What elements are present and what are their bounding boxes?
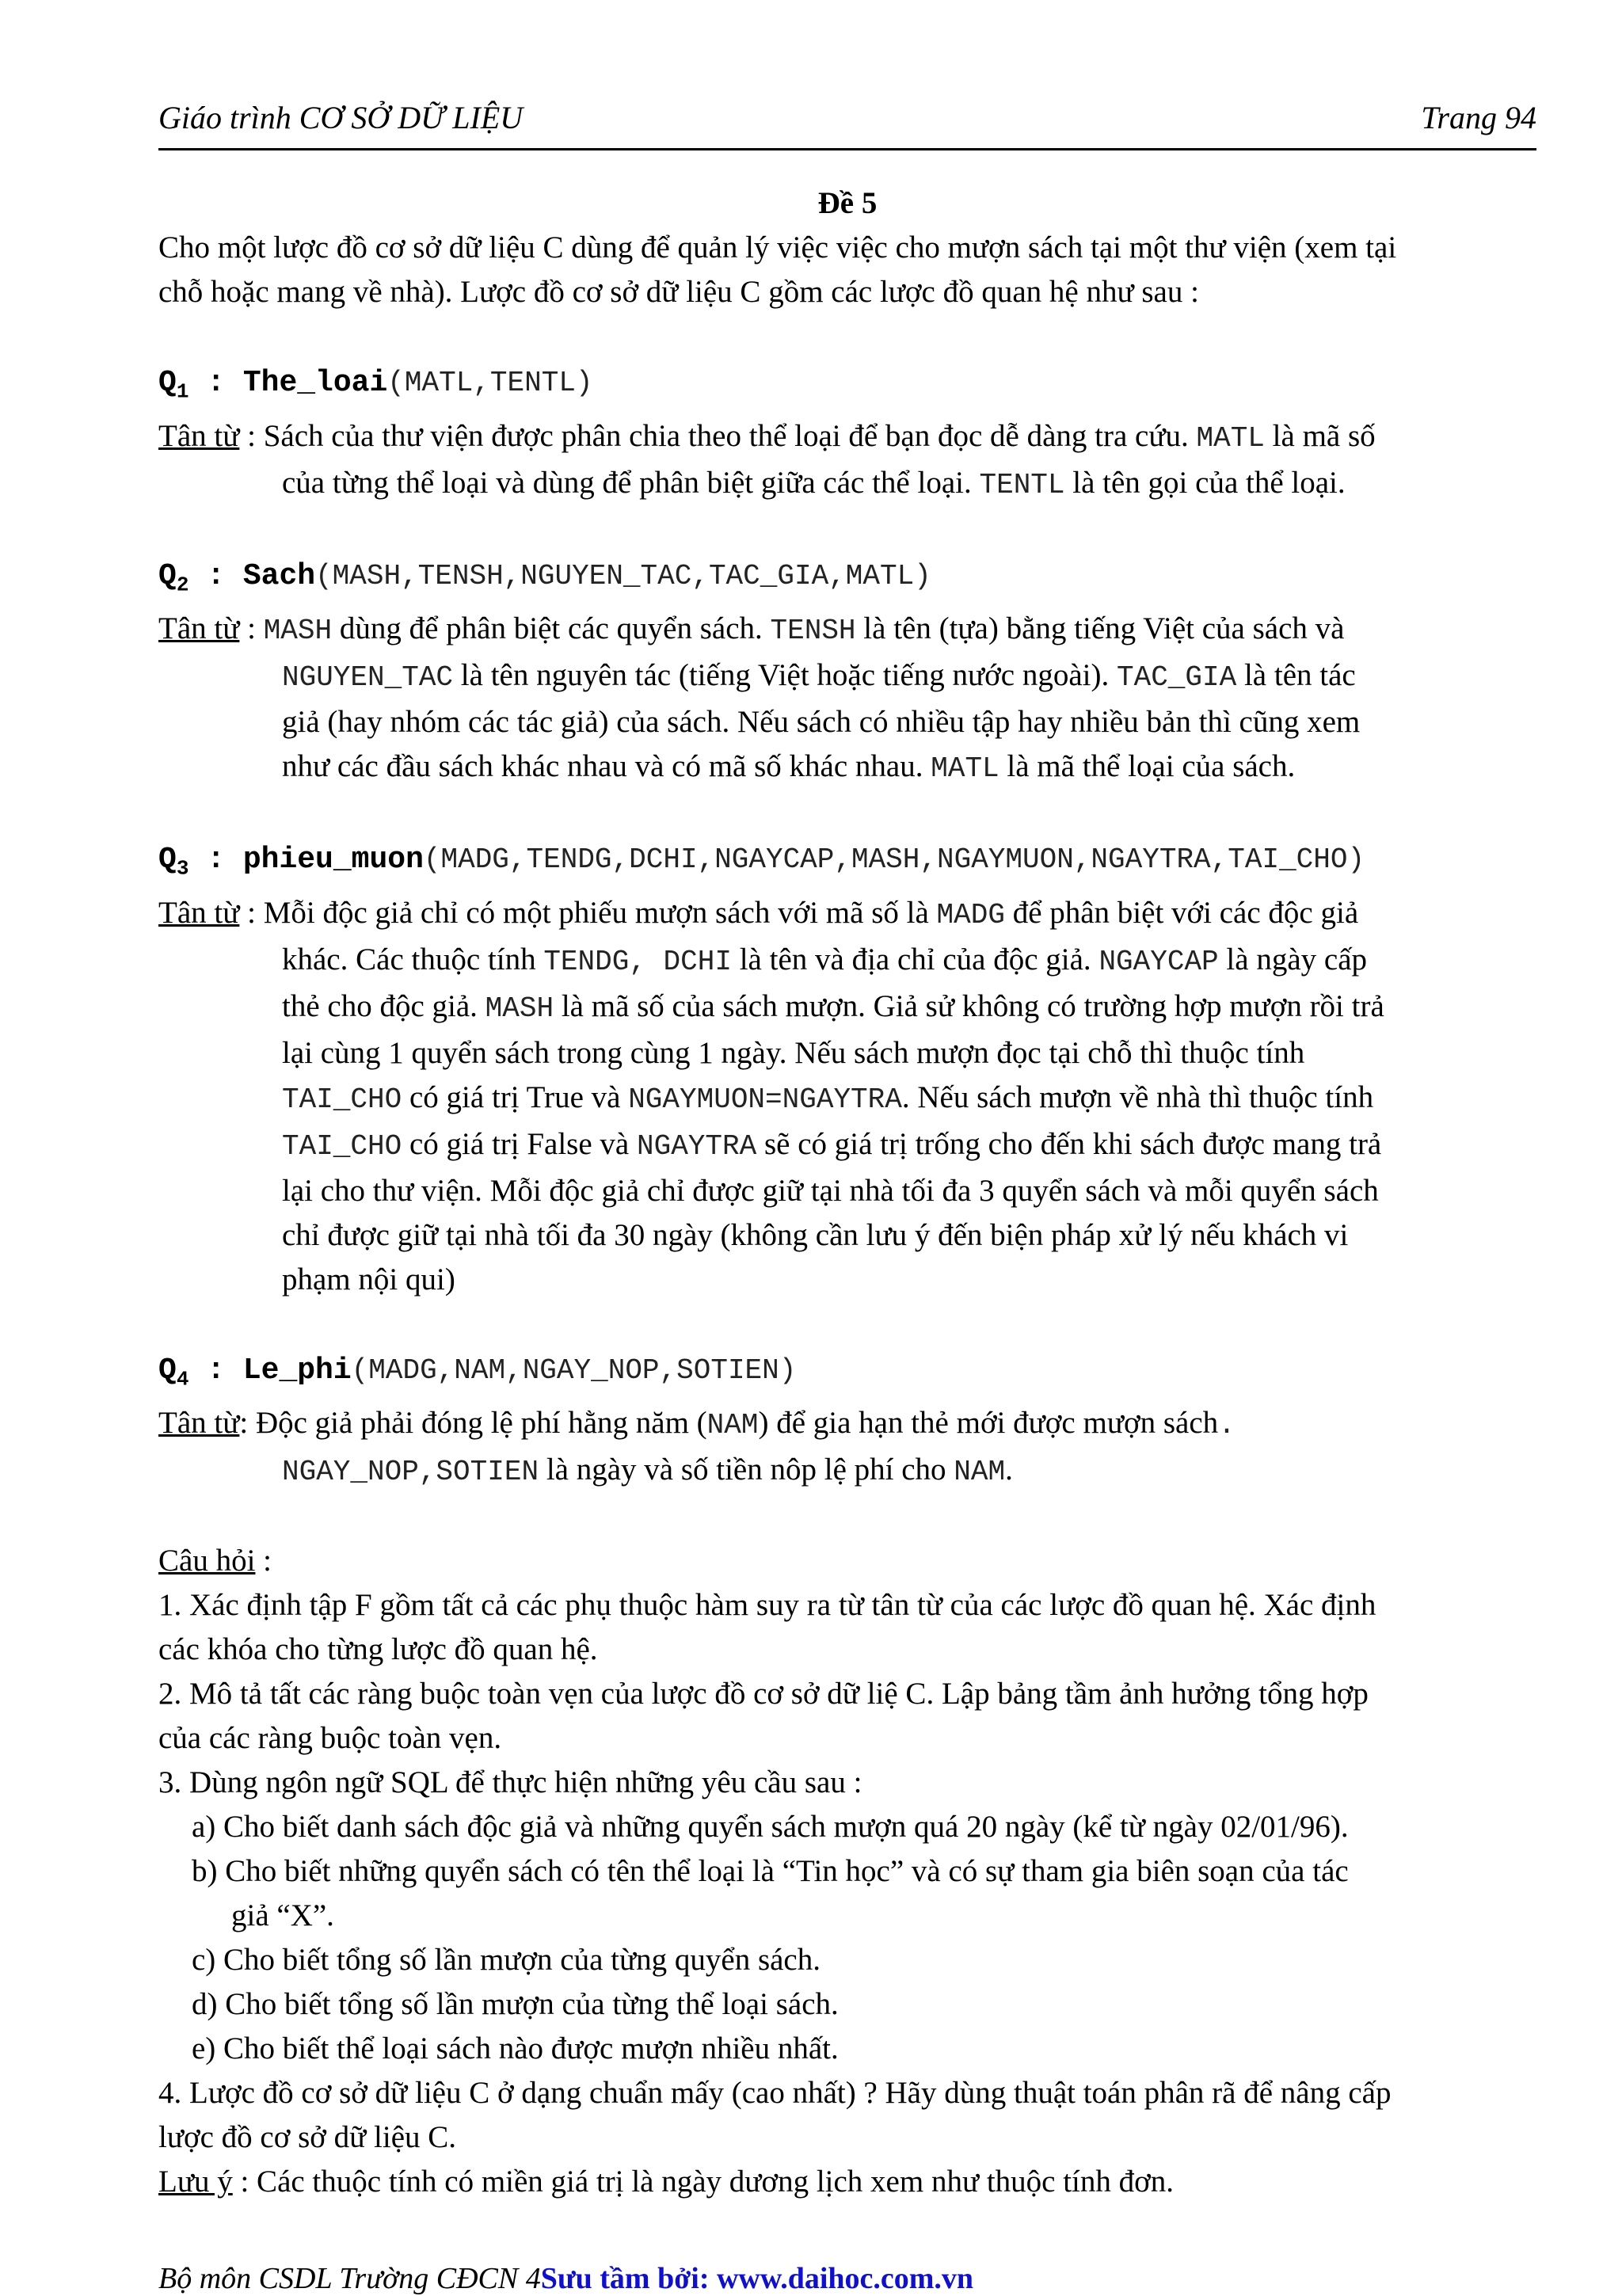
q3-desc-line-7: lại cho thư viện. Mỗi độc giả chỉ được giữ tại nhà tối đa 3 quyển sách và mỗi quyển sách: [282, 1173, 1379, 1208]
q4-desc-line-1: Tân từ: Độc giả phải đóng lệ phí hằng năm (NAM) để gia hạn thẻ mới được mượn sách.: [158, 1406, 1236, 1442]
q3-desc-line-2: khác. Các thuộc tính TENDG, DCHI là tên và địa chỉ của độc giả. NGAYCAP là ngày cấp: [282, 942, 1367, 978]
q3-attrs: (MADG,TENDG,DCHI,NGAYCAP,MASH,NGAYMUON,NGAYTRA,TAI_CHO): [423, 843, 1365, 877]
q2-heading: [158, 552, 1536, 607]
question-4-line-1: 4. Lược đồ cơ sở dữ liệu C ở dạng chuẩn mấy (cao nhất) ? Hãy dùng thuật toán phân rã để nâng cấp: [158, 2076, 1392, 2111]
q3-desc-line-3: thẻ cho độc giả. MASH là mã số của sách mượn. Giả sử không có trường hợp mượn rồi trả: [282, 988, 1384, 1025]
q3-desc-line-1: Tân từ : Mỗi độc giả chỉ có một phiếu mượn sách với mã số là MADG để phân biệt với các độc giả: [158, 895, 1359, 931]
q3-desc-line-4: lại cùng 1 quyển sách trong cùng 1 ngày. Nếu sách mượn đọc tại chỗ thì thuộc tính: [282, 1035, 1305, 1070]
q3-heading: [158, 836, 1536, 891]
question-1-line-2: các khóa cho từng lược đồ quan hệ.: [158, 1632, 598, 1667]
question-3b-line-2: giả “X”.: [231, 1898, 334, 1933]
q1-desc-line-2: của từng thể loại và dùng để phân biệt giữa các thể loại. TENTL là tên gọi của thể loại.: [282, 465, 1346, 501]
q4-label: $Q_4$ :: [158, 1353, 243, 1392]
note-label: Lưu ý: [158, 2165, 233, 2199]
q3-desc-line-6: TAI_CHO có giá trị False và NGAYTRA sẽ có giá trị trống cho đến khi sách được mang trả: [282, 1126, 1382, 1163]
question-4-line-2: lược đồ cơ sở dữ liệu C.: [158, 2120, 457, 2155]
q3-desc-line-8: chỉ được giữ tại nhà tối đa 30 ngày (không cần lưu ý đến biện pháp xử lý nếu khách vi: [282, 1217, 1349, 1252]
q3-desc-line-9: phạm nội qui): [282, 1262, 455, 1296]
document-page: [158, 99, 1536, 2204]
q1-label: $Q_1$ :: [158, 366, 243, 404]
document-body: [158, 181, 1536, 2204]
question-3a: a) Cho biết danh sách độc giả và những quyển sách mượn quá 20 ngày (kể từ ngày 02/01/96).: [192, 1810, 1349, 1845]
question-2-line-1: 2. Mô tả tất các ràng buộc toàn vẹn của lược đồ cơ sở dữ liệ C. Lập bảng tầm ảnh hưởng tổng hợp: [158, 1677, 1369, 1712]
q1-desc-line-1: Tân từ : Sách của thư viện được phân chia theo thể loại để bạn đọc dễ dàng tra cứu. MATL là mã số: [158, 418, 1376, 455]
intro-line-2: chỗ hoặc mang về nhà). Lược đồ cơ sở dữ liệu C gồm các lược đồ quan hệ như sau :: [158, 275, 1199, 309]
q2-tan-tu-label: Tân từ: [158, 611, 240, 646]
question-3d: d) Cho biết tổng số lần mượn của từng thể loại sách.: [192, 1987, 839, 2022]
page-footer: [158, 2261, 973, 2296]
note-line: [158, 2160, 1536, 2204]
note-text: : Các thuộc tính có miền giá trị là ngày dương lịch xem như thuộc tính đơn.: [232, 2165, 1175, 2199]
q4-name: Le_phi: [242, 1353, 352, 1388]
q3-label: $Q_3$ :: [158, 843, 243, 881]
q4-tan-tu-label: Tân từ: [158, 1406, 240, 1441]
q2-desc-line-2: NGUYEN_TAC là tên nguyên tác (tiếng Việt hoặc tiếng nước ngoài). TAC_GIA là tên tác: [282, 658, 1356, 695]
q3-tan-tu-label: Tân từ: [158, 895, 240, 930]
q2-desc-line-4: như các đầu sách khác nhau và có mã số khác nhau. MATL là mã thể loại của sách.: [282, 749, 1296, 786]
q4-attrs: (MADG,NAM,NGAY_NOP,SOTIEN): [351, 1354, 797, 1387]
header-title: Giáo trình CƠ SỞ DỮ LIỆU: [158, 100, 524, 135]
question-2-line-2: của các ràng buộc toàn vẹn.: [158, 1721, 502, 1756]
q2-desc-line-1: Tân từ : MASH dùng để phân biệt các quyển sách. TENSH là tên (tựa) bằng tiếng Việt của sách và: [158, 611, 1345, 648]
header-page-number: Trang 94: [1421, 100, 1536, 135]
q4-heading: [158, 1346, 1536, 1402]
header-rule: [158, 148, 1536, 150]
footer-left: Bộ môn CSDL Trường CĐCN 4: [158, 2262, 541, 2295]
exam-title: Đề 5: [817, 186, 878, 220]
q3-desc-line-5: TAI_CHO có giá trị True và NGAYMUON=NGAYTRA. Nếu sách mượn về nhà thì thuộc tính: [282, 1079, 1374, 1116]
q2-label: $Q_2$ :: [158, 558, 243, 597]
questions-label: Câu hỏi: [158, 1544, 256, 1578]
question-3e: e) Cho biết thể loại sách nào được mượn nhiều nhất.: [192, 2031, 839, 2066]
page-header: [158, 99, 1536, 143]
intro-line-1: Cho một lược đồ cơ sở dữ liệu C dùng để quản lý việc việc cho mượn sách tại một thư viện (xem tại: [158, 230, 1397, 265]
q1-name: The_loai: [242, 366, 388, 400]
q2-name: Sach: [242, 558, 316, 593]
question-1-line-1: 1. Xác định tập F gồm tất cả các phụ thuộc hàm suy ra từ tân từ của các lược đồ quan hệ. Xác định: [158, 1588, 1376, 1623]
q1-heading: [158, 359, 1536, 414]
question-3b-line-1: b) Cho biết những quyển sách có tên thể loại là “Tin học” và có sự tham gia biên soạn của tác: [192, 1854, 1349, 1889]
q1-tan-tu-label: Tân từ: [158, 418, 240, 453]
question-3: 3. Dùng ngôn ngữ SQL để thực hiện những yêu cầu sau :: [158, 1765, 862, 1800]
footer-source-link[interactable]: Sưu tầm bởi: www.daihoc.com.vn: [540, 2262, 974, 2295]
q2-attrs: (MASH,TENSH,NGUYEN_TAC,TAC_GIA,MATL): [315, 559, 931, 592]
q3-name: phieu_muon: [242, 843, 424, 878]
q4-desc-line-2: NGAY_NOP,SOTIEN là ngày và số tiền nôp lệ phí cho NAM.: [282, 1453, 1013, 1489]
q2-desc-line-3: giả (hay nhóm các tác giả) của sách. Nếu sách có nhiều tập hay nhiều bản thì cũng xem: [282, 705, 1361, 740]
question-3c: c) Cho biết tổng số lần mượn của từng quyển sách.: [192, 1943, 821, 1978]
questions-heading: Câu hỏi :: [158, 1544, 272, 1578]
q1-attrs: (MATL,TENTL): [387, 367, 593, 399]
